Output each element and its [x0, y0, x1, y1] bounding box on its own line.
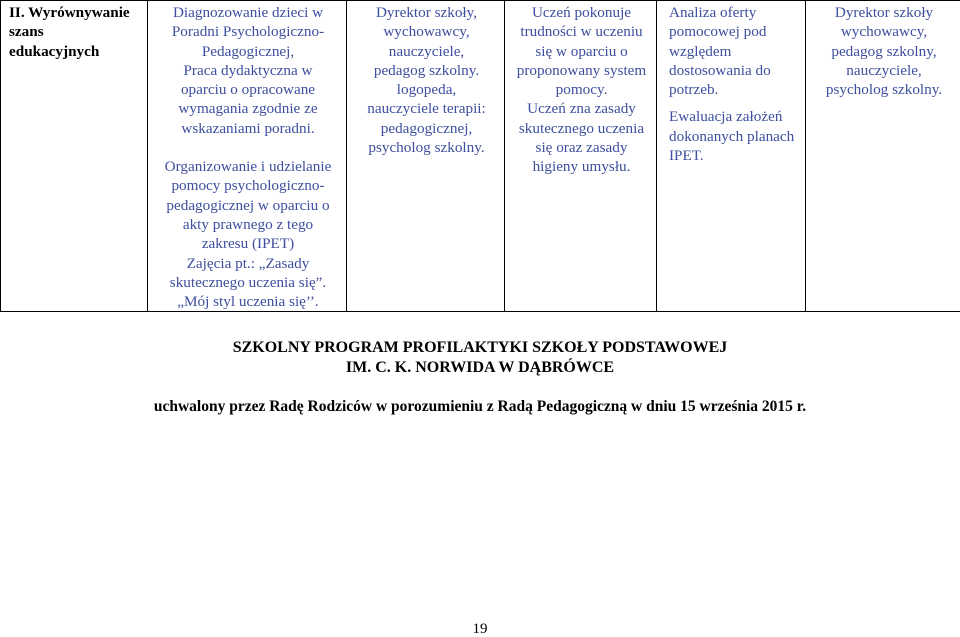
effect-line: skutecznego uczenia [518, 119, 645, 137]
responsible-line: Dyrektor szkoły, [375, 4, 478, 21]
evaluation-line: Ewaluacja założeń [669, 108, 783, 126]
evaluator-line: Dyrektor szkoły [834, 4, 934, 21]
evaluation-line: pomocowej pod [669, 23, 767, 41]
evaluators-cell [806, 1, 960, 312]
evaluator-line: wychowawcy, [840, 23, 928, 41]
responsible-line: pedagogicznej, [380, 119, 473, 137]
evaluation-line: dokonanych planach [669, 127, 795, 145]
effect-line: pomocy. [555, 81, 608, 99]
effect-line: higieny umysłu. [532, 158, 631, 176]
evaluation-paragraph [669, 107, 801, 165]
effects-cell [505, 1, 657, 312]
evaluation-line: potrzeb. [669, 81, 719, 99]
effect-paragraph [511, 3, 652, 99]
page-number: 19 [472, 621, 488, 637]
task-line: „Mój styl uczenia się’’. [177, 293, 319, 311]
task-line: Poradni Psychologiczno- [171, 23, 325, 41]
area-line: szans [9, 23, 44, 41]
evaluation-line: dostosowania do [669, 61, 771, 79]
effect-line: się w oparciu o [535, 42, 628, 60]
area-line: edukacyjnych [9, 42, 100, 60]
task-line: akty prawnego z tego [182, 215, 314, 233]
document-title [0, 338, 960, 378]
effect-line: się oraz zasady [535, 139, 628, 157]
task-line: Organizowanie i udzielanie [164, 158, 332, 176]
evaluator-line: pedagog szkolny, [831, 42, 937, 60]
responsible-line: psycholog szkolny. [368, 139, 485, 157]
area-cell [1, 1, 148, 312]
effect-line: Uczeń pokonuje [531, 4, 632, 21]
responsible-line: nauczyciele, [388, 42, 465, 60]
evaluation-line: Analiza oferty [669, 4, 757, 21]
task-line: Pedagogicznej, [201, 42, 295, 60]
responsible-line: nauczyciele terapii: [367, 100, 486, 118]
program-table [0, 0, 960, 312]
responsible-line: pedagog szkolny. [373, 61, 480, 79]
tasks-cell [148, 1, 347, 312]
evaluator-line: psycholog szkolny. [825, 81, 943, 99]
task-line: Praca dydaktyczna w [183, 61, 313, 79]
responsible-line: wychowawcy, [383, 23, 470, 41]
evaluation-cell [657, 1, 806, 312]
task-line: Diagnozowanie dzieci w [172, 4, 324, 21]
area-line: II. Wyrównywanie [9, 4, 130, 21]
effect-line: trudności w uczeniu [520, 23, 643, 41]
effect-line: proponowany system [516, 61, 647, 79]
task-line: Zajęcia pt.: „Zasady [186, 254, 310, 272]
responsible-line: logopeda, [396, 81, 457, 99]
task-line: wskazaniami poradni. [181, 119, 315, 137]
evaluation-paragraph [669, 3, 801, 99]
task-line: pedagogicznej w oparciu o [166, 196, 330, 214]
task-line: oparciu o opracowane [180, 81, 316, 99]
task-line: pomocy psychologiczno- [171, 177, 325, 195]
task-line: zakresu (IPET) [201, 235, 295, 253]
effect-line: Uczeń zna zasady [527, 100, 636, 118]
evaluator-line: nauczyciele, [846, 61, 922, 79]
evaluation-line: względem [669, 42, 732, 60]
task-paragraph [154, 157, 342, 311]
task-line: skutecznego uczenia się”. [169, 273, 327, 291]
responsible-cell [347, 1, 505, 312]
document-subtitle: uchwalony przez Radę Rodziców w porozumieniu z Radą Pedagogiczną w dniu 15 września 2015 r. [153, 398, 807, 415]
evaluation-line: IPET. [669, 147, 704, 165]
task-paragraph [154, 3, 342, 138]
task-line: wymagania zgodnie ze [178, 100, 318, 118]
document-title-line-2: IM. C. K. NORWIDA W DĄBRÓWCE [345, 359, 615, 376]
table-row [1, 1, 960, 312]
document-title-line-1: SZKOLNY PROGRAM PROFILAKTYKI SZKOŁY PODSTAWOWEJ [232, 339, 728, 356]
